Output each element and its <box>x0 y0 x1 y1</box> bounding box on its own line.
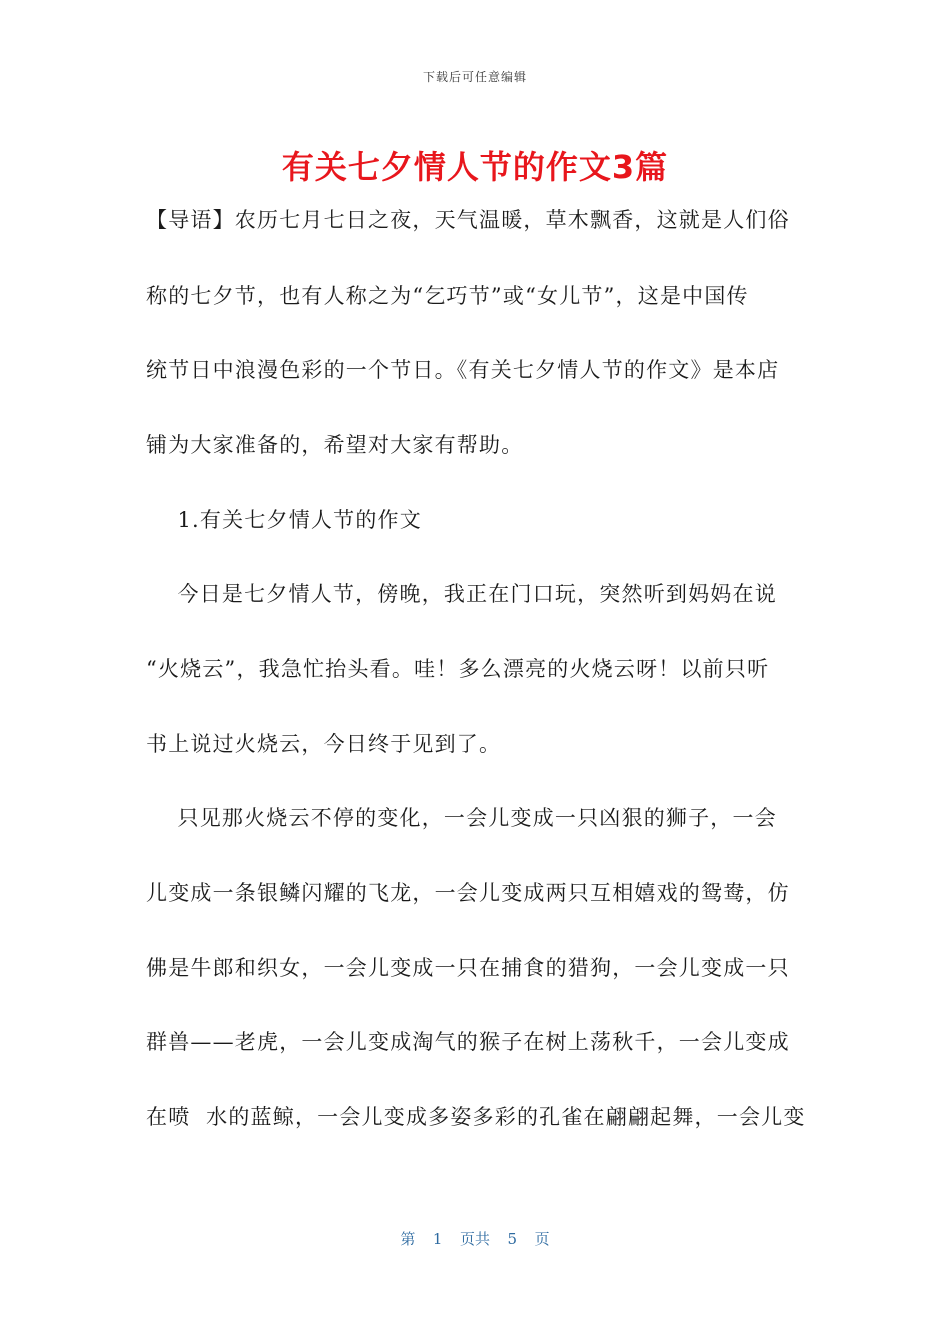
header-note: 下载后可任意编辑 <box>422 70 527 84</box>
body-line: 称的七夕节，也有人称之为“乞巧节”或“女儿节”，这是中国传 <box>146 284 749 308</box>
body-line: 铺为大家准备的，希望对大家有帮助。 <box>146 433 524 457</box>
section-heading: 1.有关七夕情人节的作文 <box>146 508 422 532</box>
body-line: 群兽——老虎，一会儿变成淘气的猴子在树上荡秋千，一会儿变成 <box>146 1030 790 1054</box>
body-line: 佛是牛郎和织女，一会儿变成一只在捕食的猎狗，一会儿变成一只 <box>146 956 790 980</box>
body-line: 在喷 水的蓝鲸，一会儿变成多姿多彩的孔雀在翩翩起舞，一会儿变 <box>146 1105 806 1129</box>
body-line: 统节日中浪漫色彩的一个节日。《有关七夕情人节的作文》是本店 <box>146 358 780 382</box>
body-line: “火烧云”，我急忙抬头看。哇！多么漂亮的火烧云呀！以前只听 <box>146 657 770 681</box>
body-line: 【导语】农历七月七日之夜，天气温暖，草木飘香，这就是人们俗 <box>146 208 790 232</box>
body-line: 书上说过火烧云，今日终于见到了。 <box>146 732 502 756</box>
page-number-footer: 第 1 页共 5 页 <box>400 1230 550 1248</box>
document-title: 有关七夕情人节的作文3篇 <box>281 148 669 186</box>
body-line: 今日是七夕情人节，傍晚，我正在门口玩，突然听到妈妈在说 <box>146 582 777 606</box>
body-line: 只见那火烧云不停的变化，一会儿变成一只凶狠的狮子，一会 <box>146 806 777 830</box>
body-line: 儿变成一条银鳞闪耀的飞龙，一会儿变成两只互相嬉戏的鸳鸯，仿 <box>146 881 790 905</box>
